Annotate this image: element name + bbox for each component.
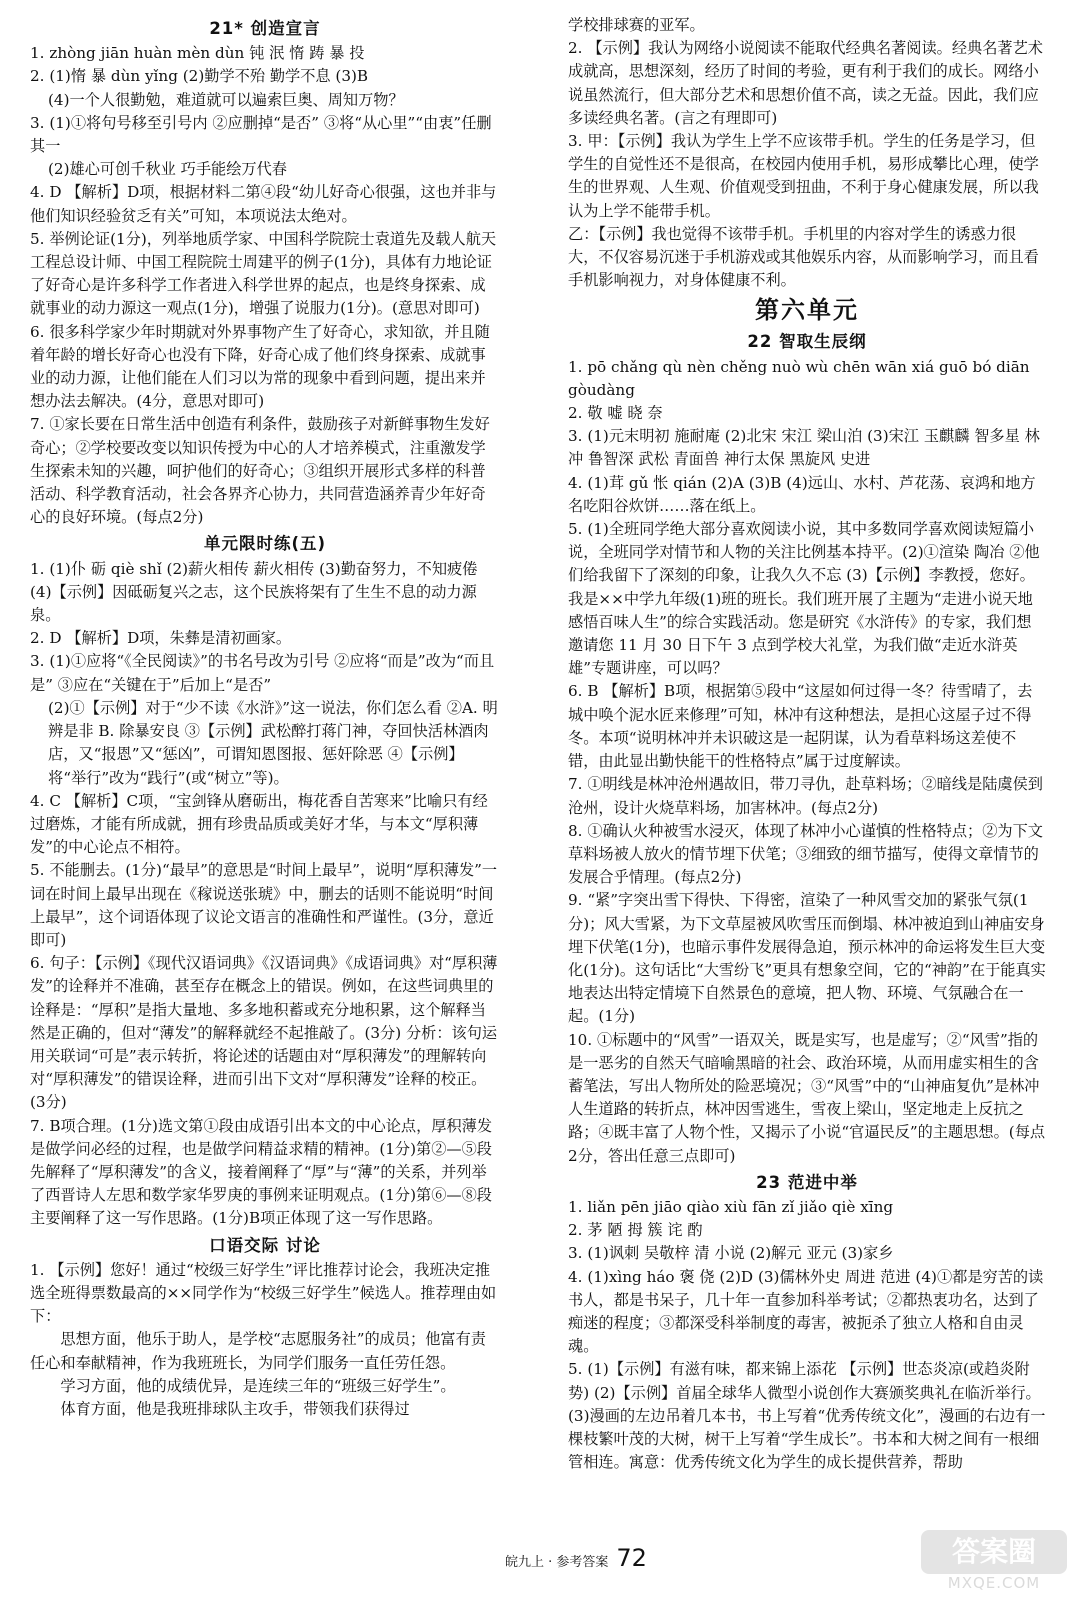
answer-item: 4. D 【解析】D项，根据材料二第④段“幼儿好奇心很强，这也并非与他们知识经验贫乏有关”可知，本项说法太绝对。 <box>30 183 497 225</box>
answer-item: 7. ①家长要在日常生活中创造有利条件，鼓励孩子对新鲜事物生发好奇心；②学校要改变以知识传授为中心的人才培养模式，注重激发学生探索未知的兴趣，呵护他们的好奇心；③组织开展形式多样的科普活动、科学教育活动，社会各界齐心协力，共同营造涵养青少年好奇心的良好环境。(每点2分) <box>30 415 490 527</box>
section-title-unit5-test: 单元限时练(五) <box>203 534 327 554</box>
answer-item: 2. (1)惰 暴 dùn yǐng (2)勤学不殆 勤学不息 (3)B <box>30 67 369 86</box>
answer-paragraph: 学习方面，他的成绩优异，是连续三年的“班级三好学生”。 <box>60 1376 456 1395</box>
answer-item: 5. (1)全班同学绝大部分喜欢阅读小说，其中多数同学喜欢阅读短篇小说，全班同学对情节和人物的关注比例基本持平。(2)①渲染 陶冶 ②他们给我留下了深刻的印象，让我久久不忘 (3)【示例】李教授，您好。我是××中学九年级(1)班的班长。我们班开展了主题为“走进小说天地 感悟百味人生”的综合实践活动。您是研究《水浒传》的专家，我们想邀请您 11 月 30 日下午 3 点到学校大礼堂，为我们做“走近水浒英雄”专题讲座，可以吗？ <box>568 520 1040 678</box>
answer-paragraph: 体育方面，他是我班排球队主攻手，带领我们获得过 <box>60 1399 410 1418</box>
watermark-logo <box>917 1530 1067 1592</box>
footer-label: 皖九上 · 参考答案 <box>505 1555 609 1570</box>
right-column <box>568 14 1046 1474</box>
answer-item: 4. (1)xìng háo 褒 侥 (2)D (3)儒林外史 周进 范进 (4)①都是穷苦的读书人，都是书呆子，几十年一直参加科举考试；②都热衷功名，达到了痴迷的程度；③都深受科举制度的毒害，被扼杀了独立人格和自由灵魂。 <box>568 1267 1044 1356</box>
answer-item: (2)雄心可创千秋业 巧手能绘万代春 <box>48 160 287 179</box>
answer-item: 2. D 【解析】D项，朱彝是清初画家。 <box>30 629 292 648</box>
left-column <box>30 14 500 1421</box>
answer-item: 6. B 【解析】B项，根据第⑤段中“这屋如何过得一冬？待雪晴了，去城中唤个泥水匠来修理”可知，林冲有这种想法，是担心这屋子过不得冬。本项“说明林冲并未识破这是一起阴谋，认为看草料场这差使不错，由此显出勤快能干的性格特点”属于过度解读。 <box>568 682 1033 771</box>
page-footer <box>505 1546 647 1570</box>
answer-item: 1. (1)仆 砺 qiè shǐ (2)薪火相传 薪火相传 (3)勤奋努力，不知疲倦 (4)【示例】因砥砺复兴之志，这个民族将架有了生生不息的动力源泉。 <box>30 559 478 625</box>
answer-item: 7. ①明线是林冲沧州遇故旧，带刀寻仇，赴草料场；②暗线是陆虞侯到沧州，设计火烧草料场，加害林冲。(每点2分) <box>568 775 1043 817</box>
answer-item: 3. (1)①应将“《全民阅读》”的书名号改为引号 ②应将“而是”改为“而且是” ③应在“关键在于”后加上“是否” <box>30 652 495 694</box>
answer-item: 3. (1)讽刺 吴敬梓 清 小说 (2)解元 亚元 (3)家乡 <box>568 1244 894 1263</box>
answer-item: 3. (1)①将句号移至引号内 ②应删掉“是否” ③将“从心里”“由衷”任删其一 <box>30 113 492 156</box>
answer-item: 2. 【示例】我认为网络小说阅读不能取代经典名著阅读。经典名著艺术成就高，思想深刻，经历了时间的考验，更有利于我们的成长。网络小说虽然流行，但大部分艺术和思想价值不高，读之无益。因此，我们应多读经典名著。(言之有理即可) <box>568 39 1043 127</box>
answer-item: 9. “紧”字突出雪下得快、下得密，渲染了一种风雪交加的紧张气氛(1分)；风大雪紧，为下文草屋被风吹雪压而倒塌、林冲被迫到山神庙安身埋下伏笔(1分)，也暗示事件发展得急迫，预示林冲的命运将发生巨大变化(1分)。这句话比“大雪纷飞”更具有想象空间，它的“神韵”在于能真实地表达出特定情境下自然景色的意境，把人物、环境、气氛融合在一起。(1分) <box>568 891 1046 1026</box>
answer-item: (4)一个人很勤勉，难道就可以遍索巨奥、周知万物？ <box>48 90 404 109</box>
answer-item: 5. 不能删去。(1分)“最早”的意思是“时间上最早”，说明“厚积薄发”一词在时间上最早出现在《稼说送张琥》中，删去的话则不能说明“时间上最早”，这个词语体现了议论文语言的准确性和严谨性。(3分，意近即可) <box>30 861 498 949</box>
answer-item: 4. C 【解析】C项，“宝剑锋从磨砺出，梅花香自苦寒来”比喻只有经过磨炼，才能有所成就，拥有珍贵品质或美好才华，与本文“厚积薄发”的中心论点不相符。 <box>30 791 488 857</box>
answer-item: 6. 句子：【示例】《现代汉语词典》《汉语词典》《成语词典》对“厚积薄发”的诠释并不准确，甚至存在概念上的错误。例如，在这些词典里的诠释是：“厚积”是指大量地、多多地积蓄或充分地积累，这个解释当然是正确的，但对“薄发”的解释就经不起推敲了。(3分) 分析：该句运用关联词“可是”表示转折，将论述的话题由对“厚积薄发”的理解转向对“厚积薄发”的错误诠释，进而引出下文对“厚积薄发”诠释的校正。(3分) <box>30 954 498 1112</box>
answer-item: 4. (1)茸 gǔ 怅 qián (2)A (3)B (4)远山、水村、芦花荡、哀鸿和地方名吃阳谷炊饼……落在纸上。 <box>568 473 1036 515</box>
section-title-23: 23 范进中举 <box>756 1172 858 1192</box>
section-title-21: 21* 创造宣言 <box>209 19 321 38</box>
answer-item: 7. B项合理。(1分)选文第①段由成语引出本文的中心论点，厚积薄发是做学问必经的过程，也是做学问精益求精的精神。(1分)第②—⑤段先解释了“厚积薄发”的含义，接着阐释了“厚”与“薄”的关系，并列举了西晋诗人左思和数学家华罗庚的事例来证明观点。(1分)第⑥—⑧段主要阐释了这一写作思路。(1分)B项正体现了这一写作思路。 <box>30 1116 493 1228</box>
answer-item: 3. 甲：【示例】我认为学生上学不应该带手机。学生的任务是学习，但学生的自觉性还不是很高，在校园内使用手机，易形成攀比心理，使学生的世界观、人生观、价值观受到扭曲，不利于身心健康发展，所以我认为上学不能带手机。 <box>568 132 1039 220</box>
answer-item: 1. zhòng jiān huàn mèn dùn 钝 泯 惰 踌 暴 投 <box>30 44 365 63</box>
answer-item: 1. pō chǎng qù nèn chěng nuò wù chēn wān xiá guō bó diān gòudàng <box>568 357 1030 399</box>
answer-item: 1. liǎn pēn jiāo qiào xiù fān zǐ jiǎo qiè xīng <box>568 1197 894 1216</box>
watermark-title: 答案圈 <box>921 1530 1067 1574</box>
answer-item: 10. ①标题中的“风雪”一语双关，既是实写，也是虚写；②“风雪”指的是一恶劣的自然天气暗喻黑暗的社会、政治环境，从而用虚实相生的含蓄笔法，写出人物所处的险恶境况；③“风雪”中的“山神庙复仇”是林冲人生道路的转折点，林冲因雪逃生，雪夜上梁山，坚定地走上反抗之路；④既丰富了人物个性，又揭示了小说“官逼民反”的主题思想。(每点2分，答出任意三点即可) <box>568 1030 1046 1165</box>
watermark-url: MXQE.COM <box>947 1574 1041 1592</box>
answer-item: 8. ①确认火种被雪水浸灭，体现了林冲小心谨慎的性格特点；②为下文草料场被人放火的情节埋下伏笔；③细致的细节描写，使得文章情节的发展合乎情理。(每点2分) <box>568 821 1043 887</box>
answer-item: 3. (1)元末明初 施耐庵 (2)北宋 宋江 梁山泊 (3)宋江 玉麒麟 智多星 林冲 鲁智深 武松 青面兽 神行太保 黑旋风 史进 <box>568 427 1040 469</box>
answer-paragraph: 思想方面，他乐于助人，是学校“志愿服务社”的成员；他富有责任心和奉献精神，作为我班班长，为同学们服务一直任劳任怨。 <box>30 1330 486 1372</box>
answer-item: 2. 茅 陋 拇 簇 诧 酌 <box>568 1221 703 1240</box>
answer-item: 1. 【示例】您好！通过“校级三好学生”评比推荐讨论会，我班决定推选全班得票数最高的××同学作为“校级三好学生”候选人。推荐理由如下： <box>30 1260 497 1326</box>
section-title-22: 22 智取生辰纲 <box>747 332 867 352</box>
section-title-oral: 口语交际 讨论 <box>209 1235 321 1255</box>
answer-item: 乙：【示例】我也觉得不该带手机。手机里的内容对学生的诱惑力很大，不仅容易沉迷于手机游戏或其他娱乐内容，从而影响学习，而且看手机影响视力，对身体健康不利。 <box>568 224 1039 290</box>
answer-item: 6. 很多科学家少年时期就对外界事物产生了好奇心，求知欲，并且随着年龄的增长好奇心也没有下降，好奇心成了他们终身探索、成就事业的动力源，让他们能在人们习以为常的现象中看到问题，提出来并想办法去解决。(4分，意思对即可) <box>30 322 490 411</box>
answer-item: 5. 举例论证(1分)，列举地质学家、中国科学院院士袁道先及载人航天工程总设计师、中国工程院院士周建平的例子(1分)，具体有力地论证了好奇心是许多科学工作者进入科学世界的起点，也是终身探索、成就事业的动力源这一观点(1分)，增强了说服力(1分)。(意思对即可) <box>30 229 497 318</box>
answer-item: 5. (1)【示例】有滋有味，都来锦上添花 【示例】世态炎凉(或趋炎附势) (2)【示例】首届全球华人微型小说创作大赛颁奖典礼在临沂举行。(3)漫画的左边吊着几本书，书上写着“优秀传统文化”，漫画的右边有一棵枝繁叶茂的大树，树干上写着“学生成长”。书本和大树之间有一根细管相连。寓意：优秀传统文化为学生的成长提供营养，帮助 <box>568 1360 1046 1472</box>
page-number: 72 <box>616 1544 647 1572</box>
unit-title-6: 第六单元 <box>755 296 859 325</box>
answer-item: 2. 敬 嘘 晓 奈 <box>568 404 663 423</box>
answer-item: (2)①【示例】对于“少不读《水浒》”这一说法，你们怎么看 ②A. 明辨是非 B. 除暴安良 ③【示例】武松醉打蒋门神，夺回快活林酒肉店，又“报恩”又“惩凶”，可谓知恩图报、惩奸除恶 ④【示例】将“举行”改为“践行”(或“树立”等)。 <box>48 698 498 787</box>
answer-item: 学校排球赛的亚军。 <box>568 16 705 34</box>
